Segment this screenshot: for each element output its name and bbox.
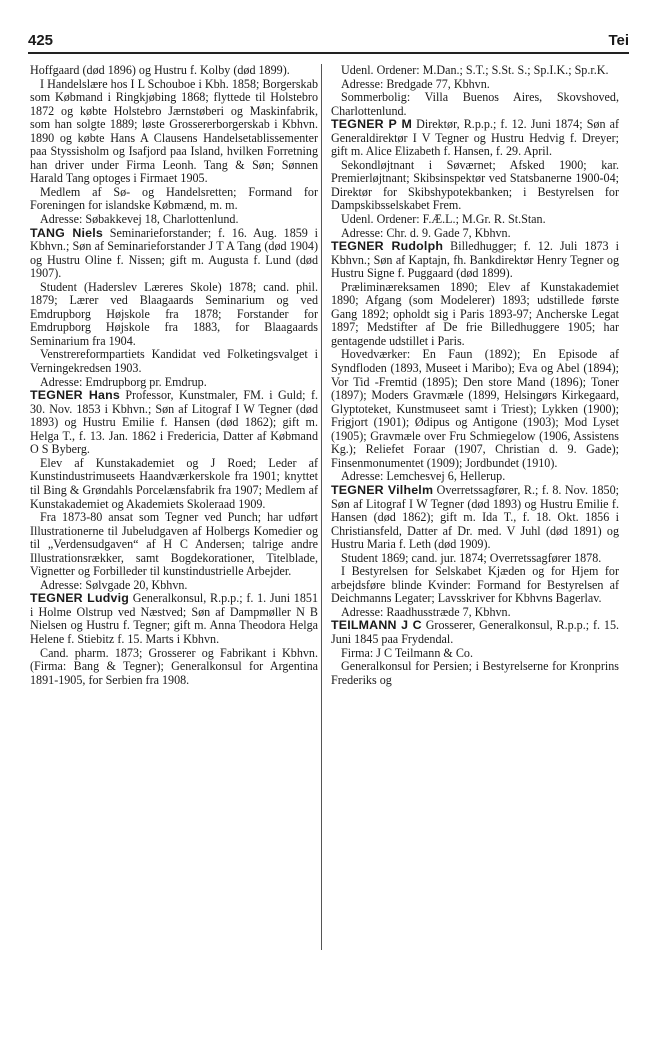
paragraph-text: Billedhugger; f. 12. Juli 1873 i Kbhvn.; Søn af Kaptajn, fh. Bankdirektør Henry Tegner og Hustru Signe f. Puggaard (død 1899). [331,239,619,281]
text-paragraph [331,348,619,470]
paragraph-text: Præliminæreksamen 1890; Elev af Kunstakademiet 1890; Afgang (som Modelerer) 1893; udstillede første Gang 1892; opholdt sig i Paris 1893-97; Ancherske Legat 1897; Medstifter af De frie Billedhuggere 1905; har gentagende udstillet i Paris. [331,279,619,348]
left-column [30,64,318,687]
running-head-keyword: Tei [608,32,629,49]
paragraph-text: Udenl. Ordener: M.Dan.; S.T.; S.St. S.; Sp.I.K.; Sp.r.K. [341,63,609,77]
text-paragraph [30,348,318,375]
entry-name: TANG Niels [30,225,103,240]
entry-name: TEILMANN J C [331,618,422,633]
text-paragraph [331,565,619,606]
text-paragraph [331,647,619,661]
text-paragraph [30,78,318,186]
paragraph-text: Grosserer, Generalkonsul, R.p.p.; f. 15. Juni 1845 paa Frydendal. [331,618,620,646]
text-paragraph [30,186,318,213]
paragraph-text: Adresse: Bredgade 77, Kbhvn. [341,76,490,91]
paragraph-text: Adresse: Emdrupborg pr. Emdrup. [40,374,207,389]
text-paragraph [331,64,619,78]
text-paragraph [30,511,318,579]
text-paragraph [30,281,318,349]
paragraph-text: Hoffgaard (død 1896) og Hustru f. Kolby (død 1899). [30,63,290,77]
biography-entry [331,484,619,552]
paragraph-text: Adresse: Raadhusstræde 7, Kbhvn. [341,604,511,619]
text-paragraph [331,470,619,484]
paragraph-text: Direktør, R.p.p.; f. 12. Juni 1874; Søn af Generaldirektør I V Tegner og Hustru Hedvig f. Dreyer; gift m. Alice Elizabeth f. Hansen, f. 29. April. [331,117,619,159]
paragraph-text: Student (Haderslev Læreres Skole) 1878; cand. phil. 1879; Lærer ved Blaagaards Seminarium og ved Emdrupborg Højskole fra 1878; Forstander for Emdrupborg Højskole fra 1883, for Blaagaards Seminarium fra 1904. [30,279,318,348]
paragraph-text: Professor, Kunstmaler, FM. i Guld; f. 30. Nov. 1853 i Kbhvn.; Søn af Litograf I W Tegner (død 1893) og Hustru Emilie f. Hansen (død 1862); gift m. Helga T., f. 13. Jan. 1862 i Fredericia, Datter af Købmand O S Byberg. [30,388,318,457]
text-paragraph [331,159,619,213]
paragraph-text: Medlem af Sø- og Handelsretten; Formand for Foreningen for islandske Købmænd, m. m. [30,184,318,213]
text-paragraph [30,376,318,390]
text-paragraph [30,213,318,227]
paragraph-text: I Handelslære hos I L Schouboe i Kbh. 1858; Borgerskab som Købmand i Ringkjøbing 1868; flyttede til Holstebro 1872 og købte Holstebro Jærnstøberi og Maskinfabrik, som han solgte 1889; løste Grossererborgerskab i Kbhvn. 1890 og købte Hans A Clausens Handelsetablissementer paa Styssisholm og Isafjord paa Island, hvilken Forretning han driver under Firma Leonh. Tang & Søn; Sønnen Harald Tang optoges i Firmaet 1905. [30,76,318,186]
paragraph-text: Seminarieforstander; f. 16. Aug. 1859 i Kbhvn.; Søn af Seminarieforstander J T A Tang (død 1904) og Hustru Oline f. Nissen; gift m. Augusta f. Lund (død 1907). [30,225,318,281]
page-number: 425 [28,32,54,49]
text-paragraph [331,227,619,241]
paragraph-text: Generalkonsul for Persien; i Bestyrelserne for Kronprins Frederiks og [331,659,619,687]
text-paragraph [331,78,619,92]
entry-name: TEGNER Ludvig [30,591,129,606]
text-paragraph [30,579,318,593]
paragraph-text: Adresse: Søbakkevej 18, Charlottenlund. [40,212,239,227]
paragraph-text: Udenl. Ordener: F.Æ.L.; M.Gr. R. St.Stan. [341,212,546,227]
text-paragraph [331,213,619,227]
biography-entry [30,227,318,281]
text-paragraph [30,457,318,511]
biography-entry [331,118,619,159]
paragraph-text: Hovedværker: En Faun (1892); En Episode af Syndfloden (1893, Museet i Maribo); Eva og Abel (1894); Vor Tid -Fremtid (1895); Den store Mand (1896); Toner (1897); Moders Gravmæle (1899, Helsingørs Kirkegaard, Glyptoteket, Kunstmuseet samt i Triest); Lykken (1900); Frigjort (1901); Ødipus og Antigone (1903); Mod Lyset (1905); Gravmæle over Fru Schmiegelow (1906, Assistens Kg.); Reliefet Foraar (1907, Christian d. 9. Gade); Finsenmonumentet (1909); Jordbundet (1910). [331,347,619,470]
entry-name: TEGNER Rudolph [331,239,444,254]
column-divider [321,64,322,950]
text-paragraph [331,91,619,118]
text-paragraph [30,64,318,78]
paragraph-text: Sommerbolig: Villa Buenos Aires, Skovshoved, Charlottenlund. [331,90,619,118]
paragraph-text: Firma: J C Teilmann & Co. [341,645,473,660]
biography-entry [30,592,318,646]
paragraph-text: Overretssagfører, R.; f. 8. Nov. 1850; Søn af Litograf I W Tegner (død 1893) og Hustru Emilie f. Hansen (død 1862); gift m. Ida T., f. 18. Okt. 1856 i Christiansfeld, Datter af Dr. med. V Juhl (død 1891) og Hustru Maria f. Leth (død 1909). [331,482,619,552]
text-paragraph [30,647,318,688]
paragraph-text: Student 1869; cand. jur. 1874; Overretssagfører 1878. [341,550,602,565]
biography-entry [30,389,318,457]
header-rule [28,52,629,54]
paragraph-text: Adresse: Chr. d. 9. Gade 7, Kbhvn. [341,225,511,240]
paragraph-text: I Bestyrelsen for Selskabet Kjæden og for Hjem for arbejdsføre blinde Kvinder: Formand for Bestyrelsen af Deichmanns Legater; Lavsskriver for Kbhvns Bagerlav. [331,564,619,606]
text-paragraph [331,281,619,349]
paragraph-text: Adresse: Lemchesvej 6, Hellerup. [341,469,506,484]
biography-entry [331,240,619,281]
entry-name: TEGNER P M [331,117,413,132]
page-header [28,30,629,52]
paragraph-text: Cand. pharm. 1873; Grosserer og Fabrikant i Kbhvn. (Firma: Bang & Tegner); Generalkonsul for Argentina 1891-1905, for Serbien fra 1908. [30,645,318,687]
paragraph-text: Generalkonsul, R.p.p.; f. 1. Juni 1851 i Holme Olstrup ved Næstved; Søn af Dampmøller N B Nielsen og Hustru f. Tegner; gift m. Anna Theodora Helga Helene f. Stiebitz f. 15. Marts i Kbhvn. [30,591,318,646]
biography-entry [331,619,619,646]
paragraph-text: Sekondløjtnant i Søværnet; Afsked 1900; kar. Premierløjtnant; Skibsinspektør ved Statsbanerne 1900-04; Direktør for Skibshypotekbanken; i Bestyrelsen for Dampskibsselskabet Frem. [331,157,619,213]
paragraph-text: Elev af Kunstakademiet og J Roed; Leder af Kunstindustrimuseets Haandværkerskole fra 1901; knyttet til Bing & Grøndahls Porcelænsfabrik fra 1907; Medlem af Kunstakademiet og Akademiets Skoleraad 1909. [30,455,318,511]
paragraph-text: Fra 1873-80 ansat som Tegner ved Punch; har udført Illustrationerne til Jubeludgaven af Holbergs Komedier og til „Verdensudgaven“ af H C Andersen; talrige andre Illustrationsrækker, samt Bogdekorationer, Titelblade, Vignetter og Forbilleder til kunstindustrielle Arbejder. [30,510,318,579]
paragraph-text: Venstrereformpartiets Kandidat ved Folketingsvalget i Verningekredsen 1903. [30,347,318,376]
right-column [331,64,619,687]
text-paragraph [331,552,619,566]
paragraph-text: Adresse: Sølvgade 20, Kbhvn. [40,577,188,592]
entry-name: TEGNER Hans [30,388,120,403]
text-paragraph [331,660,619,687]
text-paragraph [331,606,619,620]
entry-name: TEGNER Vilhelm [331,482,434,497]
